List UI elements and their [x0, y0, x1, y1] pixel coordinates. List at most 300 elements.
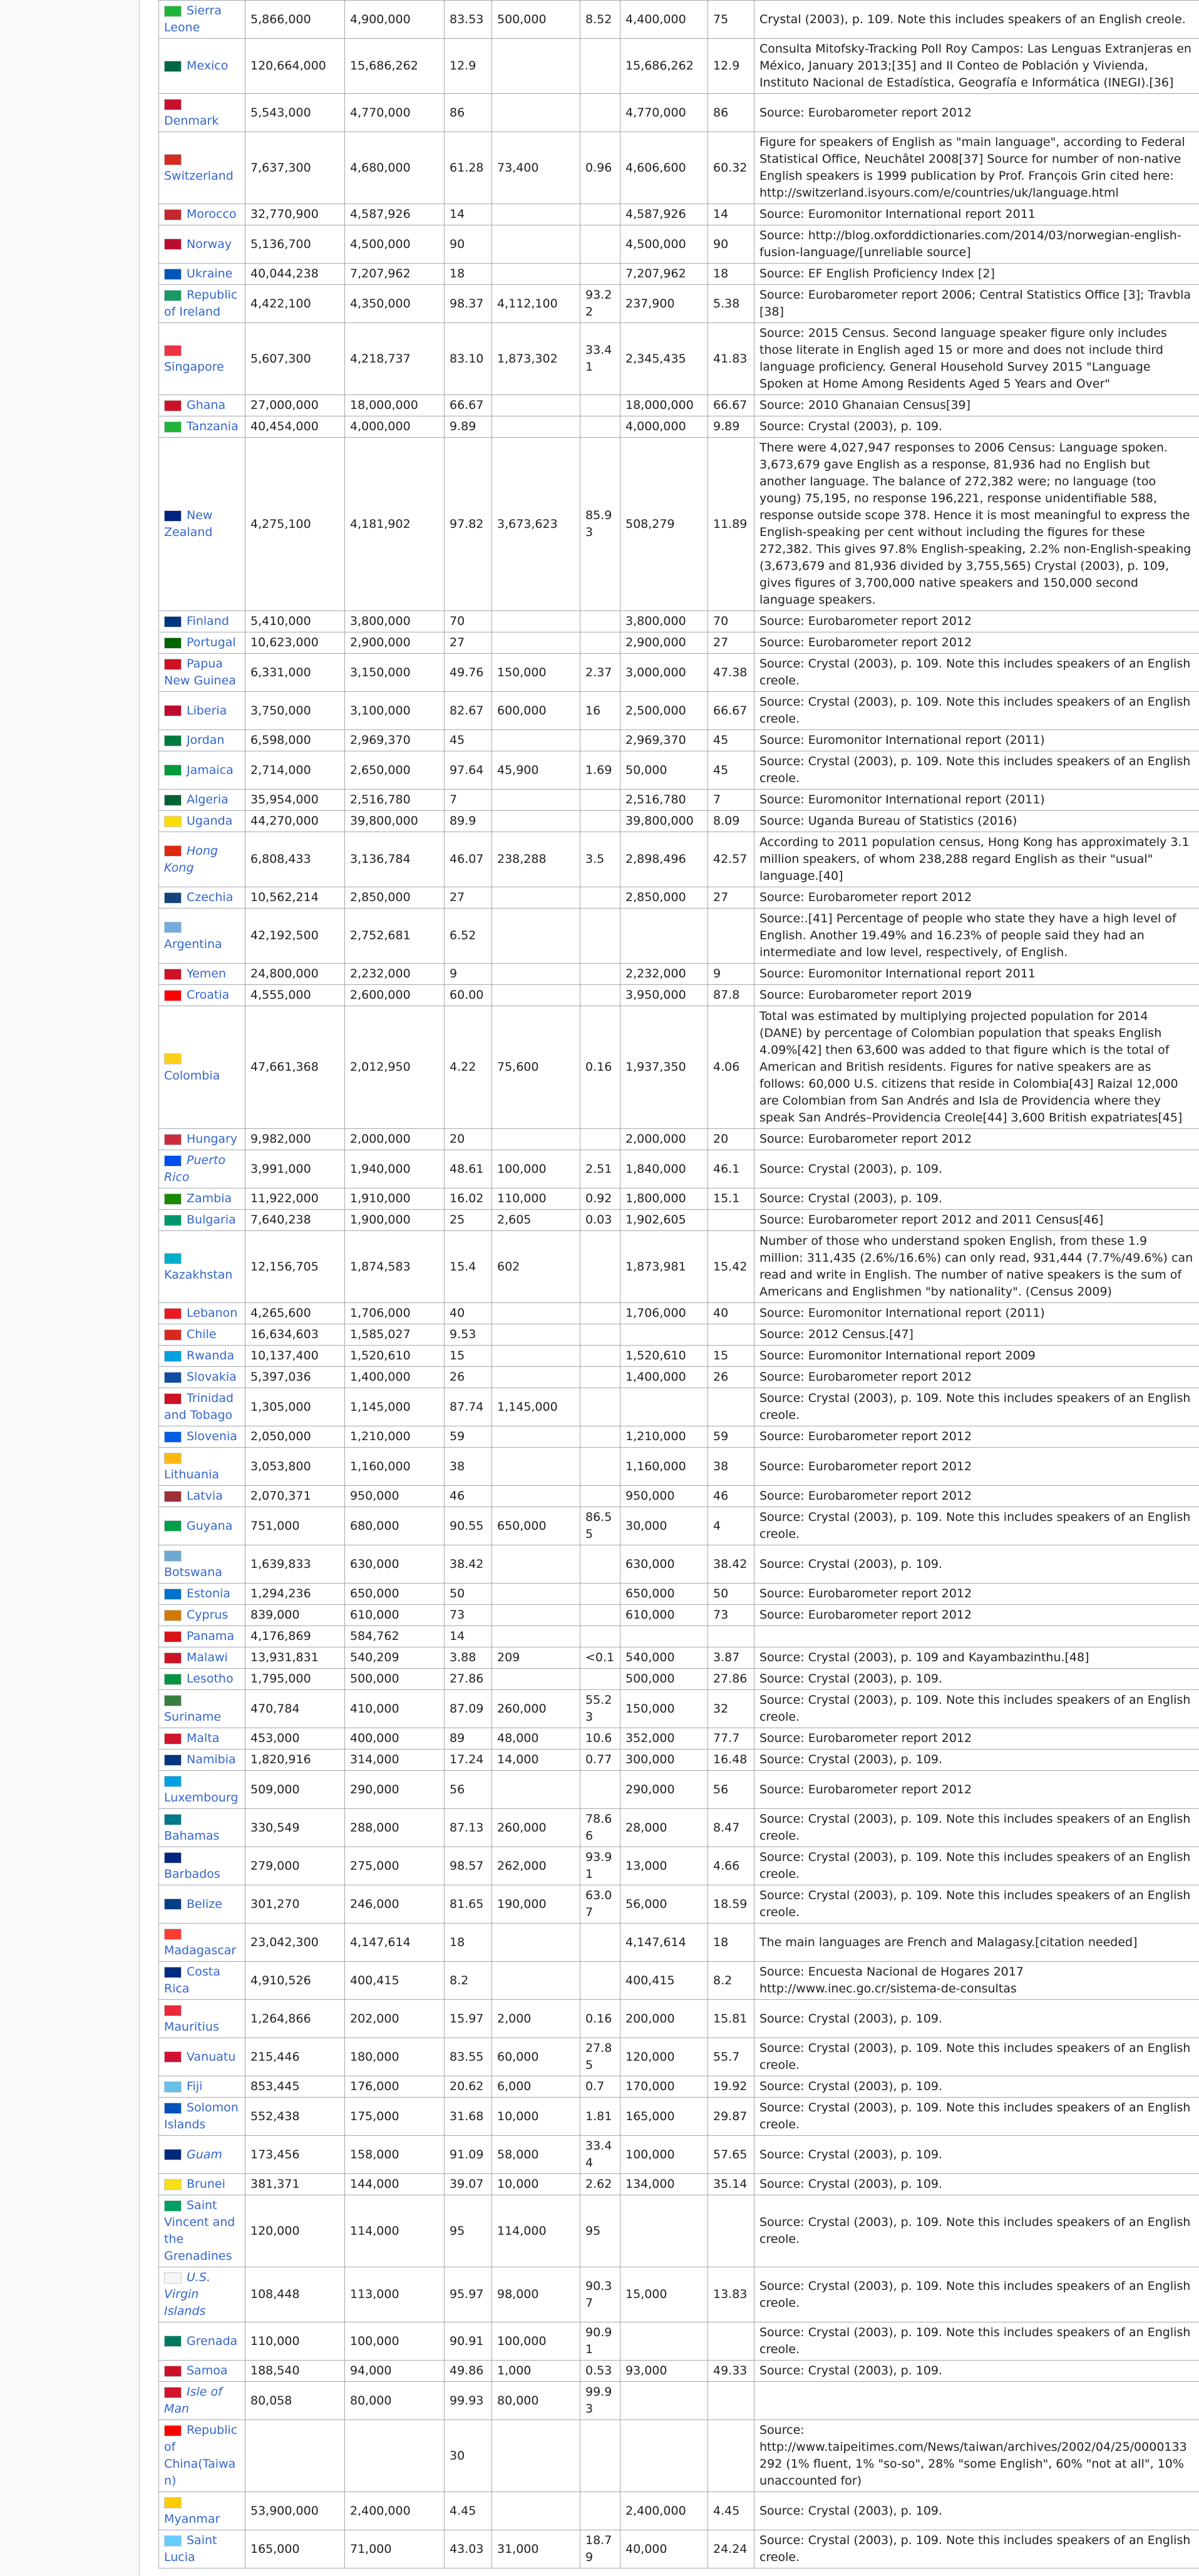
country-link[interactable]: Malta [187, 1731, 220, 1745]
additional-language-cell: 170,000 [620, 2076, 708, 2098]
country-cell [159, 2492, 245, 2530]
table-row [159, 985, 1199, 1006]
country-link[interactable]: Algeria [187, 793, 229, 806]
total-percent-cell: 49.76 [445, 654, 492, 692]
total-speakers-cell: 400,415 [345, 1962, 445, 2000]
population-cell: 40,454,000 [245, 416, 345, 438]
total-speakers-cell: 4,587,926 [345, 204, 445, 225]
population-cell: 215,446 [245, 2038, 345, 2076]
first-language-percent-cell [580, 632, 620, 654]
total-speakers-cell: 4,680,000 [345, 132, 445, 204]
table-row [159, 751, 1199, 790]
country-link[interactable]: Singapore [164, 360, 224, 374]
first-language-cell [492, 1545, 580, 1584]
additional-language-cell: 630,000 [620, 1545, 708, 1584]
article-content [139, 0, 1199, 2576]
country-link[interactable]: Republic of Ireland [164, 288, 238, 319]
first-language-cell: 238,288 [492, 832, 580, 887]
flag-icon [164, 154, 182, 165]
first-language-percent-cell [580, 1924, 620, 1962]
country-link[interactable]: Botswana [164, 1565, 222, 1579]
country-cell [159, 2174, 245, 2195]
total-percent-cell: 95 [445, 2195, 492, 2267]
additional-language-percent-cell: 86 [708, 94, 754, 132]
country-link[interactable]: Argentina [164, 937, 222, 951]
population-cell: 4,176,869 [245, 1626, 345, 1647]
total-speakers-cell: 2,516,780 [345, 790, 445, 811]
country-link[interactable]: Saint Lucia [164, 2533, 217, 2564]
total-percent-cell: 15 [445, 1346, 492, 1367]
flag-icon [164, 2179, 182, 2190]
flag-icon [164, 1193, 182, 1205]
table-row [159, 395, 1199, 416]
population-cell: 40,044,238 [245, 264, 345, 285]
country-link[interactable]: Myanmar [164, 2512, 220, 2526]
first-language-percent-cell: 99.93 [580, 2382, 620, 2420]
population-cell: 5,397,036 [245, 1367, 345, 1388]
additional-language-percent-cell [708, 2382, 754, 2420]
population-cell: 4,275,100 [245, 438, 345, 611]
population-cell: 4,265,600 [245, 1303, 345, 1324]
total-percent-cell: 87.13 [445, 1809, 492, 1847]
total-speakers-cell: 4,181,902 [345, 438, 445, 611]
source-cell: Source: Euromonitor International report 2011 [754, 204, 1199, 225]
source-cell: Source: 2012 Census.[47] [754, 1324, 1199, 1346]
country-link[interactable]: Bahamas [164, 1829, 220, 1843]
country-link[interactable]: Zambia [187, 1192, 232, 1205]
country-cell [159, 887, 245, 909]
first-language-cell [492, 1962, 580, 2000]
country-link[interactable]: Slovenia [187, 1430, 237, 1443]
flag-icon [164, 795, 182, 806]
first-language-percent-cell [580, 1486, 620, 1507]
total-speakers-cell: 3,100,000 [345, 692, 445, 730]
first-language-percent-cell: 0.96 [580, 132, 620, 204]
country-link[interactable]: Hungary [187, 1132, 238, 1146]
country-link[interactable]: Denmark [164, 114, 219, 128]
source-cell: Source: Crystal (2003), p. 109. [754, 2361, 1199, 2382]
population-cell: 1,264,866 [245, 2000, 345, 2038]
total-percent-cell: 60.00 [445, 985, 492, 1006]
table-row [159, 1690, 1199, 1728]
country-cell [159, 225, 245, 264]
country-cell [159, 285, 245, 323]
country-link[interactable]: Luxembourg [164, 1791, 239, 1805]
country-link[interactable]: Kazakhstan [164, 1268, 233, 1282]
population-cell: 47,661,368 [245, 1006, 345, 1129]
country-link[interactable]: Finland [187, 614, 229, 628]
total-percent-cell: 90.55 [445, 1507, 492, 1545]
source-cell: Source: Euromonitor International report (2011) [754, 790, 1199, 811]
country-link[interactable]: Portugal [187, 636, 236, 649]
country-link[interactable]: Fiji [187, 2079, 203, 2093]
total-percent-cell: 27 [445, 887, 492, 909]
additional-language-cell: 290,000 [620, 1771, 708, 1809]
country-link[interactable]: Puerto Rico [164, 1153, 226, 1184]
flag-icon [164, 2103, 182, 2114]
additional-language-percent-cell: 12.9 [708, 39, 754, 94]
total-speakers-cell: 290,000 [345, 1771, 445, 1809]
additional-language-cell: 2,516,780 [620, 790, 708, 811]
total-percent-cell: 9.89 [445, 416, 492, 438]
total-percent-cell: 56 [445, 1771, 492, 1809]
source-cell: Source: Crystal (2003), p. 109. Note this includes speakers of an English creole. [754, 1885, 1199, 1924]
country-link[interactable]: Ghana [187, 398, 226, 412]
population-cell: 10,623,000 [245, 632, 345, 654]
country-link[interactable]: Sierra Leone [164, 4, 222, 34]
additional-language-cell: 610,000 [620, 1605, 708, 1626]
source-cell: Source: Eurobarometer report 2012 [754, 1367, 1199, 1388]
flag-icon [164, 1351, 182, 1362]
table-row [159, 323, 1199, 395]
total-percent-cell: 18 [445, 264, 492, 285]
population-cell: 1,795,000 [245, 1669, 345, 1690]
table-row [159, 2420, 1199, 2492]
table-row [159, 1346, 1199, 1367]
country-cell [159, 1006, 245, 1129]
population-cell: 53,900,000 [245, 2492, 345, 2530]
table-row [159, 1150, 1199, 1188]
source-cell: Source: Euromonitor International report 2009 [754, 1346, 1199, 1367]
first-language-cell: 110,000 [492, 1188, 580, 1210]
country-cell [159, 1486, 245, 1507]
first-language-percent-cell: 10.6 [580, 1728, 620, 1749]
population-cell: 2,714,000 [245, 751, 345, 790]
first-language-percent-cell [580, 1669, 620, 1690]
total-percent-cell: 97.64 [445, 751, 492, 790]
additional-language-percent-cell: 11.89 [708, 438, 754, 611]
additional-language-cell: 15,000 [620, 2267, 708, 2322]
country-link[interactable]: Mexico [187, 59, 229, 73]
country-link[interactable]: Yemen [187, 967, 227, 981]
country-link[interactable]: Jamaica [187, 763, 234, 777]
total-speakers-cell: 4,350,000 [345, 285, 445, 323]
table-row [159, 2000, 1199, 2038]
flag-icon [164, 290, 182, 301]
country-cell [159, 1426, 245, 1448]
source-cell: Source: Crystal (2003), p. 109. Note this includes speakers of an English creole. [754, 2098, 1199, 2136]
total-speakers-cell: 630,000 [345, 1545, 445, 1584]
total-percent-cell: 87.09 [445, 1690, 492, 1728]
country-link[interactable]: Trinidad and Tobago [164, 1391, 234, 1422]
additional-language-percent-cell: 73 [708, 1605, 754, 1626]
source-cell: Number of those who understand spoken English, from these 1.9 million: 311,435 (2.6%/16.6%) can only read, 931,444 (7.7%/49.6%) can read and write in English. The number of native speakers is the sum of Americans and Englishmen "by nationality". (Census 2009) [754, 1231, 1199, 1303]
total-percent-cell: 86 [445, 94, 492, 132]
additional-language-percent-cell [708, 1626, 754, 1647]
additional-language-cell [620, 2322, 708, 2361]
country-link[interactable]: Samoa [187, 2364, 228, 2378]
first-language-cell: 100,000 [492, 2322, 580, 2361]
total-speakers-cell: 39,800,000 [345, 811, 445, 832]
country-link[interactable]: Madagascar [164, 1944, 237, 1957]
first-language-percent-cell [580, 39, 620, 94]
table-row [159, 909, 1199, 964]
table-row [159, 1188, 1199, 1210]
first-language-cell [492, 1303, 580, 1324]
table-row [159, 1669, 1199, 1690]
source-cell: Source: EF English Proficiency Index [2] [754, 264, 1199, 285]
first-language-percent-cell [580, 730, 620, 751]
total-speakers-cell: 2,600,000 [345, 985, 445, 1006]
country-link[interactable]: Vanuatu [187, 2049, 236, 2064]
additional-language-cell: 540,000 [620, 1647, 708, 1669]
table-row [159, 1426, 1199, 1448]
additional-language-percent-cell: 41.83 [708, 323, 754, 395]
total-percent-cell: 14 [445, 1626, 492, 1647]
additional-language-percent-cell: 60.32 [708, 132, 754, 204]
source-cell: Source: Eurobarometer report 2012 [754, 1605, 1199, 1626]
country-link[interactable]: Belize [187, 1897, 222, 1911]
total-speakers-cell: 180,000 [345, 2038, 445, 2076]
additional-language-cell: 1,937,350 [620, 1006, 708, 1129]
total-percent-cell: 95.97 [445, 2267, 492, 2322]
table-row [159, 611, 1199, 632]
flag-icon [164, 2272, 182, 2284]
total-speakers-cell: 15,686,262 [345, 39, 445, 94]
total-speakers-cell: 1,520,610 [345, 1346, 445, 1367]
source-cell: Source: Eurobarometer report 2012 [754, 1448, 1199, 1486]
additional-language-cell: 56,000 [620, 1885, 708, 1924]
country-link[interactable]: Panama [187, 1629, 235, 1643]
first-language-cell [492, 1346, 580, 1367]
flag-icon [164, 1372, 182, 1383]
total-speakers-cell: 1,585,027 [345, 1324, 445, 1346]
additional-language-percent-cell: 66.67 [708, 395, 754, 416]
first-language-cell [492, 1605, 580, 1626]
table-row [159, 225, 1199, 264]
additional-language-percent-cell: 9 [708, 964, 754, 985]
table-row [159, 2322, 1199, 2361]
population-cell: 10,562,214 [245, 887, 345, 909]
country-cell [159, 1690, 245, 1728]
country-cell [159, 2076, 245, 2098]
flag-icon [164, 2425, 182, 2436]
additional-language-percent-cell: 8.09 [708, 811, 754, 832]
first-language-cell [492, 1426, 580, 1448]
country-cell [159, 1626, 245, 1647]
population-cell: 24,800,000 [245, 964, 345, 985]
country-link[interactable]: Morocco [187, 207, 237, 221]
table-row [159, 2267, 1199, 2322]
total-speakers-cell: 18,000,000 [345, 395, 445, 416]
total-speakers-cell: 3,800,000 [345, 611, 445, 632]
population-cell: 1,305,000 [245, 1388, 345, 1426]
first-language-percent-cell [580, 909, 620, 964]
country-cell [159, 1324, 245, 1346]
additional-language-cell: 2,500,000 [620, 692, 708, 730]
country-link[interactable]: Mauritius [164, 2020, 219, 2034]
first-language-cell: 45,900 [492, 751, 580, 790]
source-cell: Source: Eurobarometer report 2006; Central Statistics Office [3]; Travbla [38] [754, 285, 1199, 323]
country-link[interactable]: Tanzania [187, 420, 239, 433]
country-link[interactable]: Saint Vincent and the Grenadines [164, 2198, 235, 2263]
source-cell: Source: Eurobarometer report 2012 [754, 887, 1199, 909]
table-row [159, 1231, 1199, 1303]
table-row [159, 1809, 1199, 1847]
additional-language-cell: 30,000 [620, 1507, 708, 1545]
total-percent-cell: 83.10 [445, 323, 492, 395]
total-percent-cell: 20 [445, 1129, 492, 1150]
source-cell: Source: Eurobarometer report 2012 [754, 1728, 1199, 1749]
country-link[interactable]: Costa Rica [164, 1965, 220, 1996]
country-link[interactable]: Lithuania [164, 1468, 220, 1481]
population-cell: 44,270,000 [245, 811, 345, 832]
country-cell [159, 438, 245, 611]
source-cell: Source: Eurobarometer report 2012 [754, 1486, 1199, 1507]
table-row [159, 264, 1199, 285]
country-link[interactable]: Ukraine [187, 267, 233, 281]
table-row [159, 1367, 1199, 1388]
population-cell: 16,634,603 [245, 1324, 345, 1346]
country-link[interactable]: Republic of China(Taiwan) [164, 2423, 238, 2488]
country-link[interactable]: Papua New Guinea [164, 657, 236, 688]
first-language-cell: 14,000 [492, 1749, 580, 1771]
country-link[interactable]: New Zealand [164, 508, 213, 539]
country-link[interactable]: Barbados [164, 1867, 220, 1881]
total-speakers-cell [345, 2420, 445, 2492]
country-link[interactable]: Uganda [187, 814, 233, 828]
flag-icon [164, 510, 182, 522]
flag-icon [164, 1631, 182, 1642]
total-speakers-cell: 610,000 [345, 1605, 445, 1626]
country-link[interactable]: Hong Kong [164, 843, 219, 875]
population-cell: 12,156,705 [245, 1231, 345, 1303]
flag-icon [164, 1814, 182, 1825]
population-cell: 13,931,831 [245, 1647, 345, 1669]
country-link[interactable]: Croatia [187, 988, 230, 1002]
flag-icon [164, 1453, 182, 1464]
table-row [159, 416, 1199, 438]
country-link[interactable]: Bulgaria [187, 1213, 236, 1227]
total-percent-cell: 6.52 [445, 909, 492, 964]
flag-icon [164, 1610, 182, 1621]
country-link[interactable]: Guyana [187, 1518, 233, 1533]
country-link[interactable]: Solomon Islands [164, 2101, 239, 2131]
first-language-cell: 1,145,000 [492, 1388, 580, 1426]
total-percent-cell: 97.82 [445, 438, 492, 611]
population-cell: 279,000 [245, 1847, 345, 1885]
country-link[interactable]: Grenada [187, 2334, 238, 2348]
country-link[interactable]: U.S. Virgin Islands [164, 2270, 211, 2318]
country-cell [159, 1584, 245, 1605]
source-cell: Source: 2010 Ghanaian Census[39] [754, 395, 1199, 416]
country-link[interactable]: Colombia [164, 1068, 220, 1083]
source-cell: Source: Crystal (2003), p. 109. [754, 416, 1199, 438]
country-link[interactable]: Norway [187, 237, 232, 251]
total-percent-cell: 61.28 [445, 132, 492, 204]
country-link[interactable]: Estonia [187, 1587, 230, 1600]
flag-icon [164, 2366, 182, 2377]
country-link[interactable]: Jordan [187, 733, 225, 747]
total-percent-cell: 73 [445, 1605, 492, 1626]
total-percent-cell: 49.86 [445, 2361, 492, 2382]
first-language-cell: 100,000 [492, 1150, 580, 1188]
flag-icon [164, 1520, 182, 1532]
flag-icon [164, 421, 182, 433]
source-cell: Source: Crystal (2003), p. 109. [754, 1749, 1199, 1771]
country-link[interactable]: Cyprus [187, 1608, 229, 1622]
country-link[interactable]: Lebanon [187, 1306, 238, 1320]
additional-language-cell: 400,415 [620, 1962, 708, 2000]
total-speakers-cell: 1,210,000 [345, 1426, 445, 1448]
country-link[interactable]: Suriname [164, 1710, 222, 1724]
additional-language-cell: 4,587,926 [620, 204, 708, 225]
additional-language-percent-cell: 3.87 [708, 1647, 754, 1669]
first-language-cell [492, 1324, 580, 1346]
source-cell: Source: Crystal (2003), p. 109. Note this includes speakers of an English creole. [754, 2038, 1199, 2076]
table-row [159, 832, 1199, 887]
additional-language-cell: 237,900 [620, 285, 708, 323]
country-link[interactable]: Slovakia [187, 1370, 237, 1384]
first-language-cell [492, 1129, 580, 1150]
total-speakers-cell: 2,850,000 [345, 887, 445, 909]
first-language-cell [492, 964, 580, 985]
first-language-cell: 190,000 [492, 1885, 580, 1924]
first-language-cell [492, 1486, 580, 1507]
source-cell: The main languages are French and Malagasy.[citation needed] [754, 1924, 1199, 1962]
additional-language-cell: 1,400,000 [620, 1367, 708, 1388]
population-cell: 165,000 [245, 2530, 345, 2568]
country-cell [159, 395, 245, 416]
country-link[interactable]: Latvia [187, 1489, 223, 1503]
total-percent-cell: 98.57 [445, 1847, 492, 1885]
additional-language-cell: 300,000 [620, 1749, 708, 1771]
table-row [159, 2382, 1199, 2420]
country-cell [159, 1231, 245, 1303]
source-cell: Source: Crystal (2003), p. 109. Note this includes speakers of an English creole. [754, 1690, 1199, 1728]
additional-language-cell: 2,232,000 [620, 964, 708, 985]
total-percent-cell: 12.9 [445, 39, 492, 94]
population-cell: 330,549 [245, 1809, 345, 1847]
country-cell [159, 2136, 245, 2174]
country-link[interactable]: Switzerland [164, 169, 234, 183]
population-cell [245, 2420, 345, 2492]
additional-language-cell: 4,400,000 [620, 1, 708, 39]
country-cell [159, 1188, 245, 1210]
population-cell: 108,448 [245, 2267, 345, 2322]
country-link[interactable]: Guam [187, 2147, 222, 2161]
total-speakers-cell: 144,000 [345, 2174, 445, 2195]
country-link[interactable]: Rwanda [187, 1349, 235, 1363]
first-language-cell: 6,000 [492, 2076, 580, 2098]
table-row [159, 790, 1199, 811]
country-link[interactable]: Czechia [187, 890, 234, 904]
country-link[interactable]: Brunei [187, 2177, 225, 2191]
country-link[interactable]: Namibia [187, 1753, 236, 1766]
country-cell [159, 692, 245, 730]
flag-icon [164, 637, 182, 649]
country-link[interactable]: Malawi [187, 1651, 228, 1664]
country-cell [159, 1647, 245, 1669]
source-cell: Consulta Mitofsky-Tracking Poll Roy Campos: Las Lenguas Extranjeras en México, January 2013;[35] and II Conteo de Población y Vivienda, Instituto Nacional de Estadística, Geografía e Informática (INEGI).[36] [754, 39, 1199, 94]
flag-icon [164, 61, 182, 72]
first-language-percent-cell [580, 811, 620, 832]
country-link[interactable]: Lesotho [187, 1672, 234, 1686]
population-cell: 2,070,371 [245, 1486, 345, 1507]
total-percent-cell: 4.22 [445, 1006, 492, 1129]
country-link[interactable]: Isle of Man [164, 2385, 222, 2416]
source-cell: Source: Crystal (2003), p. 109. Note this includes speakers of an English creole. [754, 751, 1199, 790]
total-speakers-cell: 1,910,000 [345, 1188, 445, 1210]
country-cell [159, 1545, 245, 1584]
flag-icon [164, 616, 182, 627]
country-link[interactable]: Chile [187, 1327, 217, 1341]
total-speakers-cell: 4,900,000 [345, 1, 445, 39]
population-cell: 42,192,500 [245, 909, 345, 964]
first-language-percent-cell: 90.37 [580, 2267, 620, 2322]
table-row [159, 285, 1199, 323]
country-link[interactable]: Liberia [187, 703, 227, 718]
